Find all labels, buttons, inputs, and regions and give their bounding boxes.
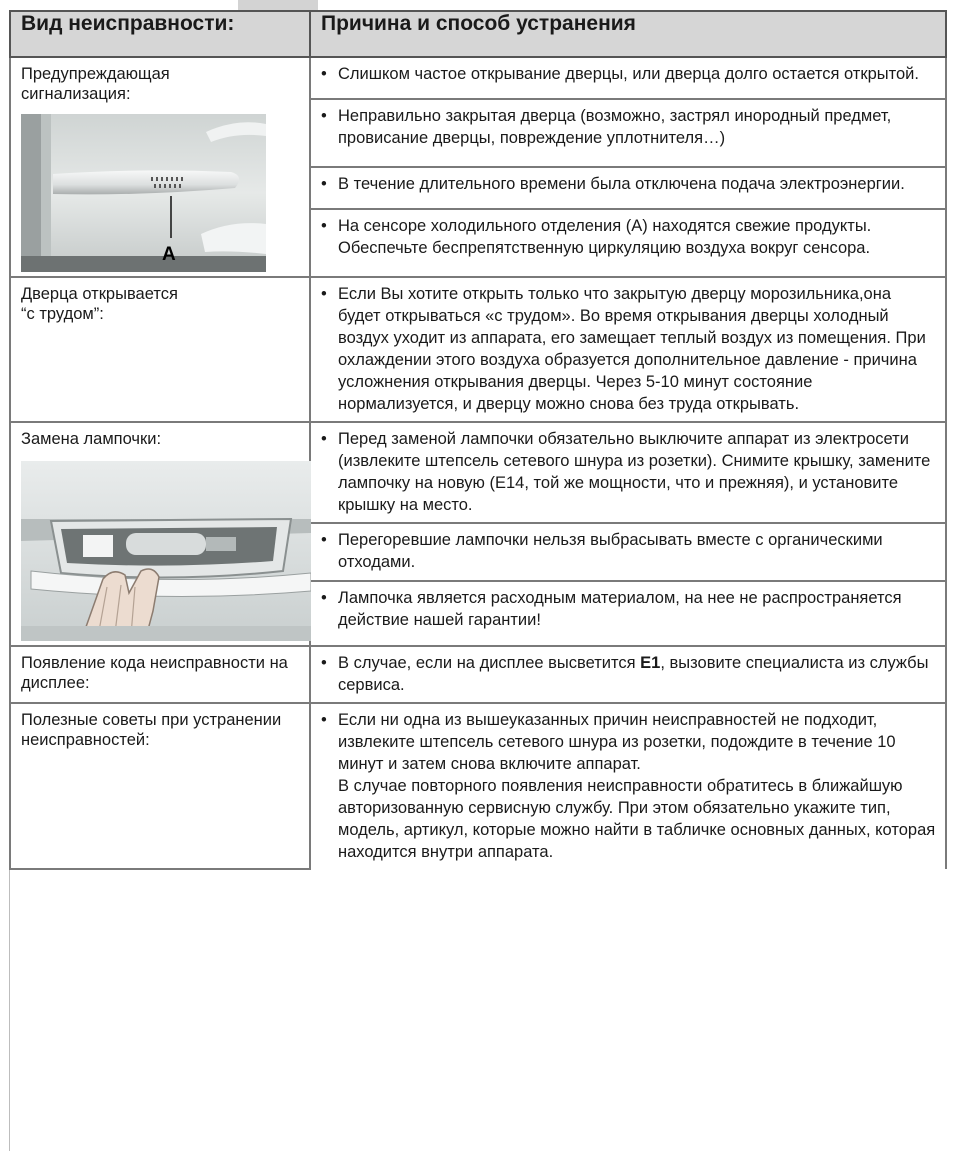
table-row: [10, 646, 946, 703]
header-fix: Причина и способ устранения: [310, 11, 946, 57]
fix-cell: • В течение длительного времени была отключена подача электроэнергии.: [310, 167, 946, 209]
issue-cell-door: [10, 277, 310, 422]
sensor-label-a: A: [162, 244, 176, 265]
table-row: [10, 57, 946, 99]
issue-text-door-line2: “с трудом”:: [21, 305, 104, 323]
issue-text-alarm: Предупреждающая сигнализация:: [21, 65, 170, 103]
issue-cell-error-code: [10, 646, 310, 703]
issue-cell-alarm: [10, 57, 310, 277]
issue-text-tips: Полезные советы при устранении неисправностей:: [21, 711, 282, 749]
fix-text: Перед заменой лампочки обязательно выключите аппарат из электросети (извлеките штепсель сетевого шнура из розетки). Снимите крышку, замените лампочку на новую (E14, той же мощности, что и прежняя), и установите крышку на место.: [338, 430, 931, 514]
fix-text: В случае, если на дисплее высветится E1, вызовите специалиста из службы сервиса.: [338, 654, 929, 694]
fix-cell: • Слишком частое открывание дверцы, или дверца долго остается открытой.: [310, 57, 946, 99]
fix-text: Лампочка является расходным материалом, на нее не распространяется действие нашей гарантии!: [338, 588, 902, 629]
fix-text: Перегоревшие лампочки нельзя выбрасывать вместе с органическими отходами.: [338, 531, 883, 572]
fix-text: Неправильно закрытая дверца (возможно, застрял инородный предмет, провисание дверцы, повреждение уплотнителя…): [338, 106, 892, 147]
fix-cell: • В случае, если на дисплее высветится E1, вызовите специалиста из службы сервиса.: [310, 646, 946, 703]
fix-cell: • Неправильно закрытая дверца (возможно, застрял инородный предмет, провисание дверцы, повреждение уплотнителя…): [310, 99, 946, 167]
fix-cell: • Лампочка является расходным материалом, на нее не распространяется действие нашей гарантии!: [310, 581, 946, 646]
table-row: [10, 422, 946, 523]
lamp-photo: [21, 461, 311, 641]
fix-text-continued: В случае повторного появления неисправности обратитесь в ближайшую авторизованную сервисную службу. При этом обязательно укажите тип, модель, артикул, которые можно найти в табличке основных данных, которая находится внутри аппарата.: [338, 777, 936, 861]
troubleshooting-table: [9, 10, 947, 870]
fix-cell: • Перегоревшие лампочки нельзя выбрасывать вместе с органическими отходами.: [310, 523, 946, 580]
error-code: E1: [640, 654, 661, 672]
issue-cell-lamp: [10, 422, 310, 646]
fix-text: На сенсоре холодильного отделения (A) находятся свежие продукты. Обеспечьте беспрепятственную циркуляцию воздуха вокруг сенсора.: [338, 216, 872, 257]
header-issue: Вид неисправности:: [10, 11, 310, 57]
fix-cell: • Перед заменой лампочки обязательно выключите аппарат из электросети (извлеките штепсель сетевого шнура из розетки). Снимите крышку, замените лампочку на новую (E14, той же мощности, что и прежняя), и установите крышку на место.: [310, 422, 946, 523]
issue-cell-tips: [10, 703, 310, 869]
issue-text-error-code: Появление кода неисправности на дисплее:: [21, 654, 288, 692]
sensor-photo: [21, 114, 266, 272]
fix-cell: • На сенсоре холодильного отделения (A) находятся свежие продукты. Обеспечьте беспрепятственную циркуляцию воздуха вокруг сенсора.: [310, 209, 946, 277]
table-row: [10, 277, 946, 422]
issue-text-door-line1: Дверца открывается: [21, 285, 178, 303]
fix-text: В течение длительного времени была отключена подача электроэнергии.: [338, 174, 905, 193]
fix-cell: • Если Вы хотите открыть только что закрытую дверцу морозильника,она будет открываться «с трудом». Во время открывания дверцы холодный воздух уходит из аппарата, его замещает теплый воздух из помещения. При охлаждении этого воздуха образуется дополнительное давление - причина усложнения открывания дверцы. Через 5-10 минут состояние нормализуется, и дверцу можно снова без труда открывать.: [310, 277, 946, 422]
fix-cell: • Если ни одна из вышеуказанных причин неисправностей не подходит, извлеките штепсель сетевого шнура из розетки, подождите в течение 10 минут и затем снова включите аппарат. В случае повторного появления неисправности обратитесь в ближайшую авторизованную сервисную службу. При этом обязательно укажите тип, модель, артикул, которые можно найти в табличке основных данных, которая находится внутри аппарата.: [310, 703, 946, 869]
fix-text: Если ни одна из вышеуказанных причин неисправностей не подходит, извлеките штепсель сетевого шнура из розетки, подождите в течение 10 минут и затем снова включите аппарат.: [338, 711, 896, 773]
fix-text: Слишком частое открывание дверцы, или дверца долго остается открытой.: [338, 65, 919, 83]
table-header-row: [10, 11, 946, 57]
issue-text-lamp: Замена лампочки:: [21, 430, 162, 448]
fix-text: Если Вы хотите открыть только что закрытую дверцу морозильника,она будет открываться «с трудом». Во время открывания дверцы холодный воздух уходит из аппарата, его замещает теплый воздух из помещения. При охлаждении этого воздуха образуется дополнительное давление - причина усложнения открывания дверцы. Через 5-10 минут состояние нормализуется, и дверцу можно снова без труда открывать.: [338, 285, 926, 413]
table-row: [10, 703, 946, 869]
